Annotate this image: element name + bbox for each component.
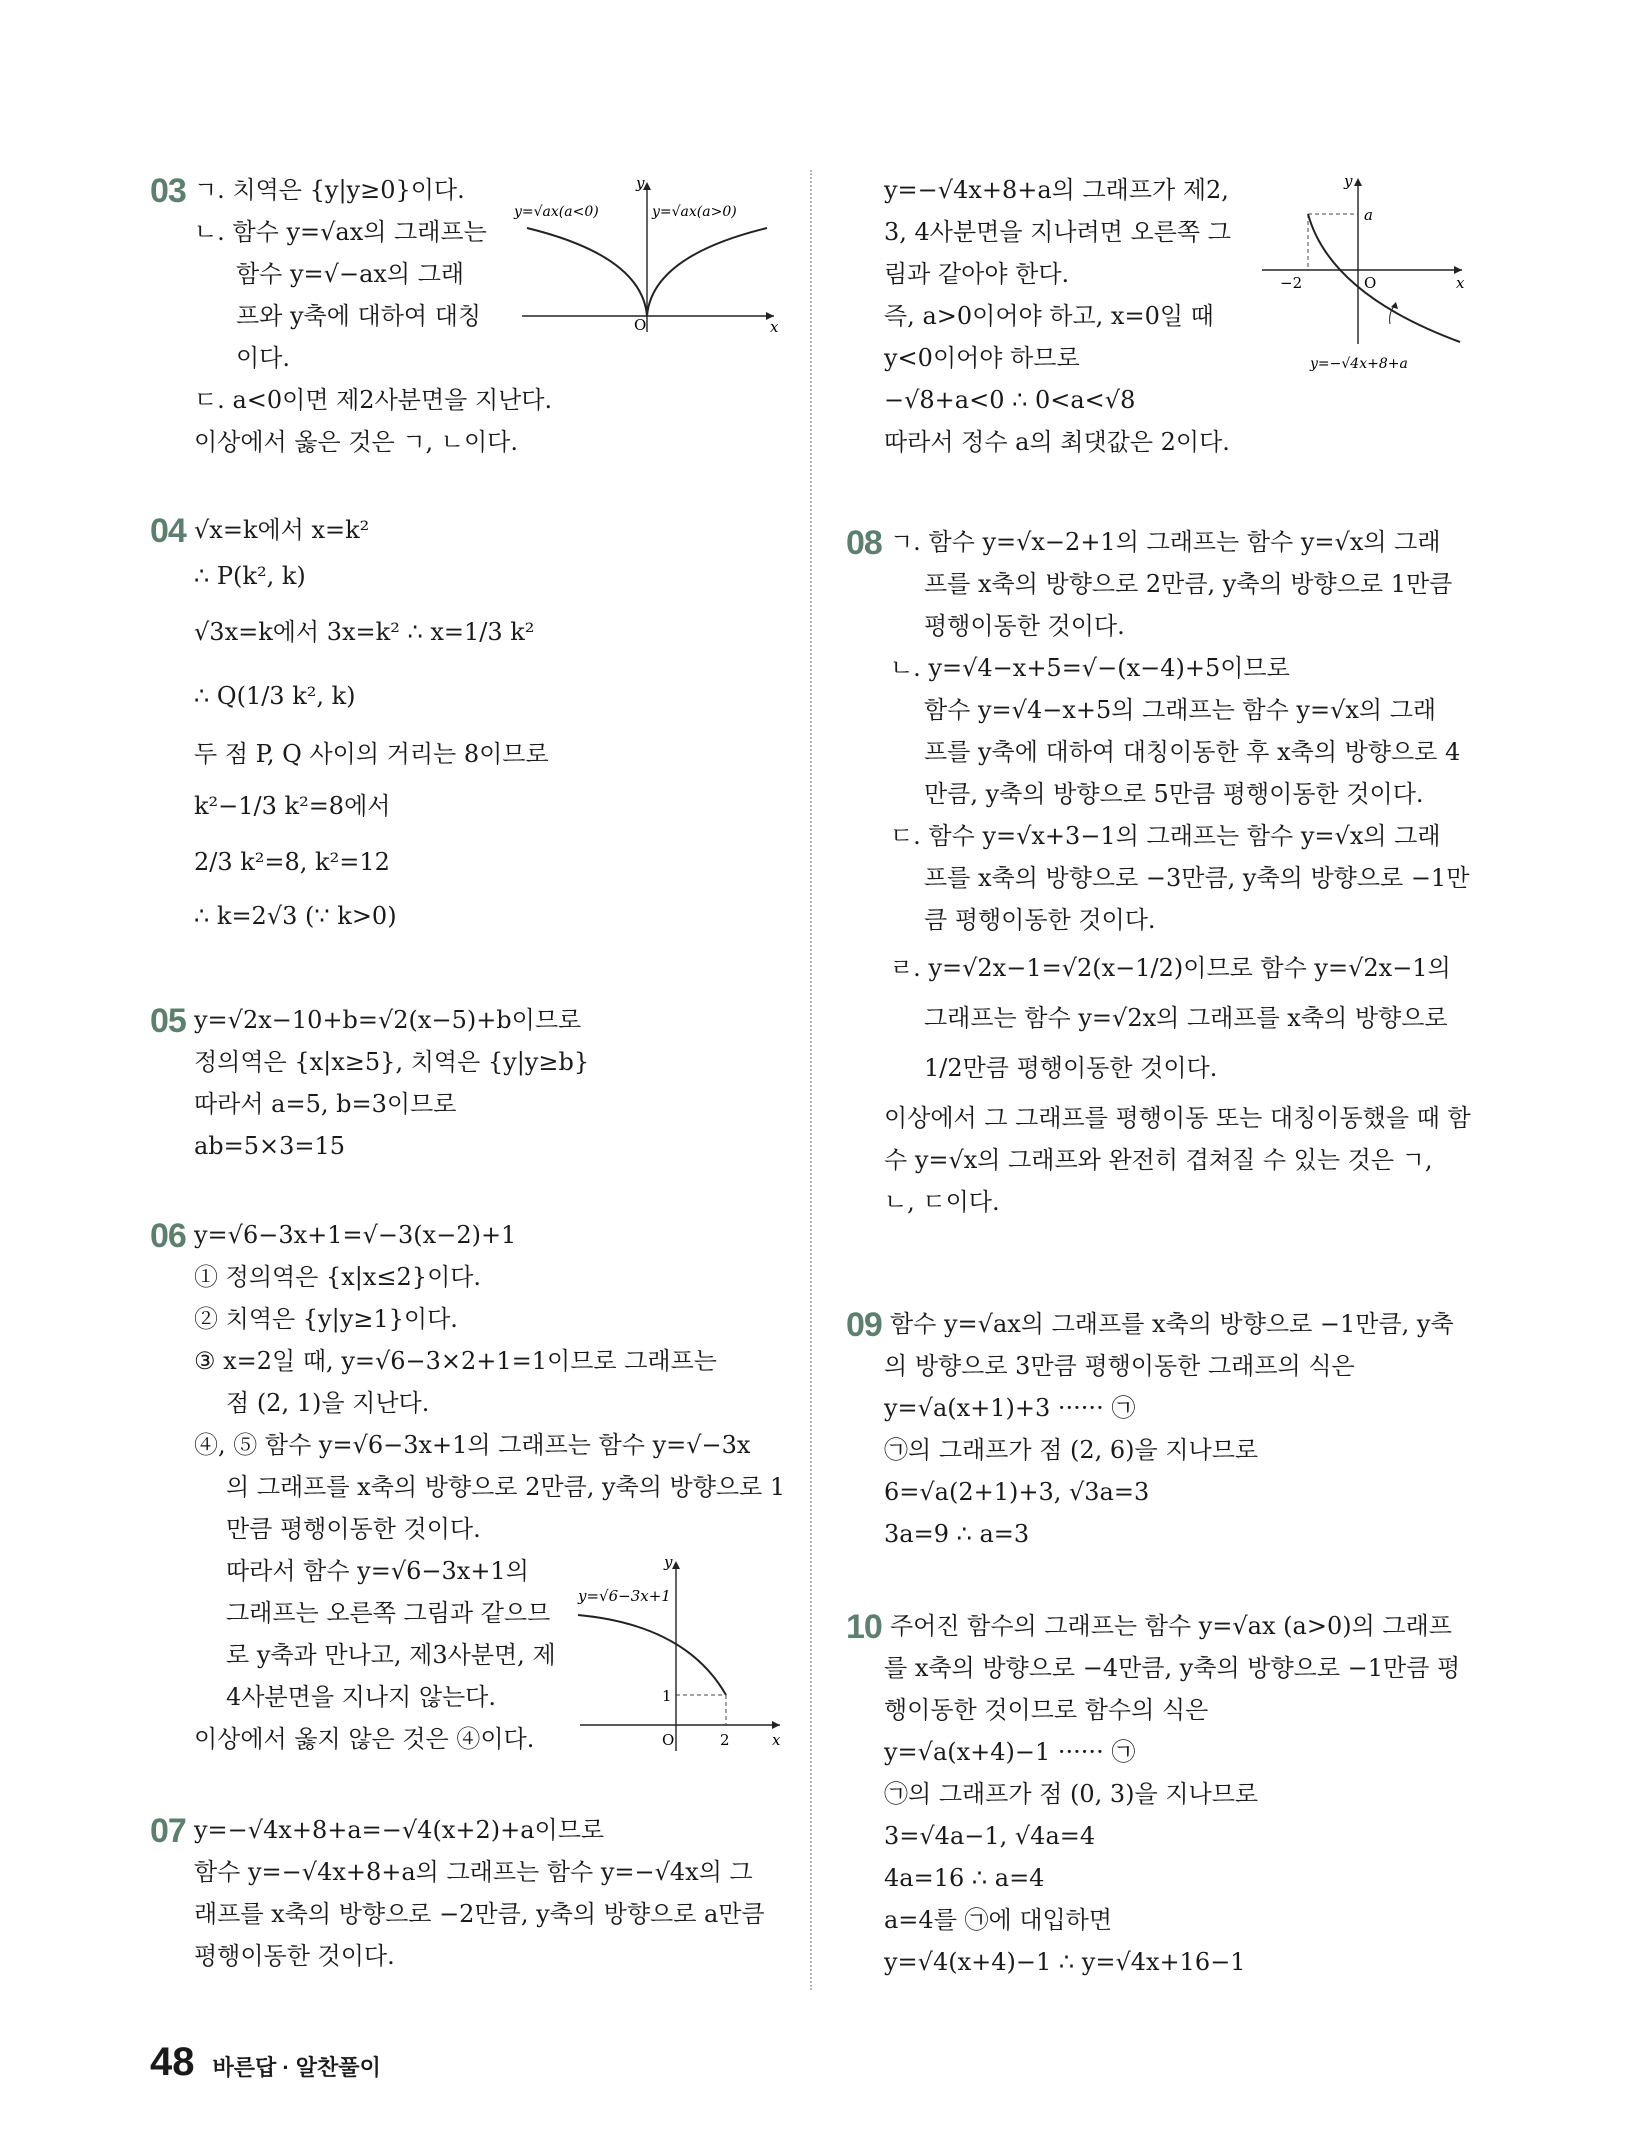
text-line: 3=√4a−1, √4a=4 — [884, 1822, 1096, 1850]
origin-label: O — [662, 1731, 675, 1749]
problem-number: 03 — [150, 172, 186, 210]
tick-x-label: 2 — [720, 1731, 730, 1749]
text-line: 만큼, y축의 방향으로 5만큼 평행이동한 것이다. — [924, 780, 1424, 808]
text-line: 프를 y축에 대하여 대칭이동한 후 x축의 방향으로 4 — [924, 738, 1461, 766]
origin-label: O — [634, 316, 647, 334]
text-line: 4a=16 ∴ a=4 — [884, 1864, 1045, 1892]
problem-number: 04 — [150, 512, 186, 550]
text-line: 따라서 함수 y=√6−3x+1의 — [226, 1557, 529, 1585]
text-line: 이다. — [236, 344, 290, 372]
text-line: ㄱ. 치역은 {y|y≥0}이다. — [194, 176, 465, 204]
origin-label: O — [1364, 274, 1377, 292]
text-line: 따라서 a=5, b=3이므로 — [194, 1090, 457, 1118]
text-line: 3a=9 ∴ a=3 — [884, 1520, 1030, 1548]
text-line: −√8+a<0 ∴ 0<a<√8 — [884, 386, 1136, 414]
text-line: ㉠의 그래프가 점 (0, 3)을 지나므로 — [884, 1780, 1259, 1808]
text-line: 행이동한 것이므로 함수의 식은 — [884, 1696, 1209, 1724]
text-line: 수 y=√x의 그래프와 완전히 겹쳐질 수 있는 것은 ㄱ, — [884, 1146, 1433, 1174]
text-line: 함수 y=−√4x+8+a의 그래프는 함수 y=−√4x의 그 — [194, 1858, 753, 1886]
text-line: √3x=k에서 3x=k² ∴ x=1/3 k² — [194, 618, 535, 646]
text-line: 정의역은 {x|x≥5}, 치역은 {y|y≥b} — [194, 1048, 590, 1076]
text-line: ① 정의역은 {x|x≤2}이다. — [194, 1263, 482, 1291]
text-line: 주어진 함수의 그래프는 함수 y=√ax (a>0)의 그래프 — [890, 1612, 1452, 1640]
y-axis-label: y — [664, 1553, 673, 1571]
page-number: 48 — [150, 2040, 195, 2084]
text-line: y=√a(x+1)+3 ······ ㉠ — [884, 1394, 1136, 1422]
text-line: 2/3 k²=8, k²=12 — [194, 848, 390, 876]
text-line: 이상에서 그 그래프를 평행이동 또는 대칭이동했을 때 함 — [884, 1104, 1471, 1132]
text-line: 그래프는 함수 y=√2x의 그래프를 x축의 방향으로 — [924, 1004, 1448, 1032]
text-line: ㉠의 그래프가 점 (2, 6)을 지나므로 — [884, 1436, 1259, 1464]
text-line: y=√4(x+4)−1 ∴ y=√4x+16−1 — [884, 1948, 1246, 1976]
text-line: 그래프는 오른쪽 그림과 같으므 — [226, 1599, 551, 1627]
text-line: 프를 x축의 방향으로 −3만큼, y축의 방향으로 −1만 — [924, 864, 1470, 892]
problem-number: 05 — [150, 1002, 186, 1040]
text-line: y=−√4x+8+a=−√4(x+2)+a이므로 — [194, 1816, 605, 1844]
text-line: ab=5×3=15 — [194, 1132, 346, 1160]
text-line: 로 y축과 만나고, 제3사분면, 제 — [226, 1641, 556, 1669]
curve-label: y=√6−3x+1 — [578, 1587, 671, 1605]
text-line: ③ x=2일 때, y=√6−3×2+1=1이므로 그래프는 — [194, 1347, 717, 1375]
x-axis-label: x — [770, 318, 779, 336]
sqrt-graph-figure-03 — [512, 176, 782, 336]
book-title: 바른답 · 알찬풀이 — [212, 2055, 381, 2080]
text-line: y=−√4x+8+a의 그래프가 제2, — [884, 176, 1229, 204]
text-line: ㄴ, ㄷ이다. — [884, 1188, 1000, 1216]
sqrt-graph-figure-06 — [576, 1555, 786, 1755]
text-line: 1/2만큼 평행이동한 것이다. — [924, 1054, 1218, 1082]
tick-y-label: 1 — [662, 1687, 672, 1705]
text-line: 큼 평행이동한 것이다. — [924, 906, 1156, 934]
text-line: 래프를 x축의 방향으로 −2만큼, y축의 방향으로 a만큼 — [194, 1900, 765, 1928]
tick-y-label: a — [1364, 206, 1373, 224]
text-line: y<0이어야 하므로 — [884, 344, 1080, 372]
text-line: 점 (2, 1)을 지난다. — [226, 1389, 430, 1417]
x-axis-label: x — [1456, 274, 1465, 292]
text-line: 이상에서 옳지 않은 것은 ④이다. — [194, 1725, 535, 1753]
page-footer — [150, 2040, 381, 2085]
text-line: 프와 y축에 대하여 대칭 — [236, 302, 482, 330]
text-line: ㄷ. 함수 y=√x+3−1의 그래프는 함수 y=√x의 그래 — [890, 822, 1441, 850]
text-line: 림과 같아야 한다. — [884, 260, 1070, 288]
text-line: 평행이동한 것이다. — [194, 1942, 395, 1970]
text-line: 따라서 정수 a의 최댓값은 2이다. — [884, 428, 1230, 456]
x-axis-label: x — [772, 1731, 781, 1749]
text-line: 만큼 평행이동한 것이다. — [226, 1515, 481, 1543]
text-line: ㄹ. y=√2x−1=√2(x−1/2)이므로 함수 y=√2x−1의 — [890, 954, 1451, 982]
text-line: a=4를 ㉠에 대입하면 — [884, 1906, 1113, 1934]
text-line: 를 x축의 방향으로 −4만큼, y축의 방향으로 −1만큼 평 — [884, 1654, 1461, 1682]
text-line: 평행이동한 것이다. — [924, 612, 1125, 640]
tick-x-label: −2 — [1280, 274, 1303, 292]
text-line: 프를 x축의 방향으로 2만큼, y축의 방향으로 1만큼 — [924, 570, 1453, 598]
sqrt-graph-figure-07 — [1260, 174, 1470, 374]
text-line: y=√2x−10+b=√2(x−5)+b이므로 — [194, 1006, 582, 1034]
y-axis-label: y — [1344, 172, 1353, 190]
text-line: k²−1/3 k²=8에서 — [194, 792, 391, 820]
problem-number: 06 — [150, 1217, 186, 1255]
text-line: ㄱ. 함수 y=√x−2+1의 그래프는 함수 y=√x의 그래 — [890, 528, 1441, 556]
problem-number: 10 — [846, 1608, 882, 1646]
text-line: 3, 4사분면을 지나려면 오른쪽 그 — [884, 218, 1231, 246]
text-line: 즉, a>0이어야 하고, x=0일 때 — [884, 302, 1214, 330]
text-line: ∴ P(k², k) — [194, 562, 306, 590]
text-line: y=√a(x+4)−1 ······ ㉠ — [884, 1738, 1136, 1766]
problem-number: 09 — [846, 1306, 882, 1344]
text-line: ㄷ. a<0이면 제2사분면을 지난다. — [194, 386, 553, 414]
text-line: 함수 y=√ax의 그래프를 x축의 방향으로 −1만큼, y축 — [890, 1310, 1454, 1338]
text-line: 두 점 P, Q 사이의 거리는 8이므로 — [194, 740, 549, 768]
text-line: ② 치역은 {y|y≥1}이다. — [194, 1305, 458, 1333]
text-line: 의 그래프를 x축의 방향으로 2만큼, y축의 방향으로 1 — [226, 1473, 786, 1501]
text-line: y=√6−3x+1=√−3(x−2)+1 — [194, 1221, 517, 1249]
text-line: √x=k에서 x=k² — [194, 516, 370, 544]
text-line: 6=√a(2+1)+3, √3a=3 — [884, 1478, 1150, 1506]
problem-number: 07 — [150, 1812, 186, 1850]
text-line: ㄴ. y=√4−x+5=√−(x−4)+5이므로 — [890, 654, 1290, 682]
curve-label-right: y=√ax(a>0) — [652, 204, 737, 220]
text-line: ④, ⑤ 함수 y=√6−3x+1의 그래프는 함수 y=√−3x — [194, 1431, 751, 1459]
text-line: ㄴ. 함수 y=√ax의 그래프는 — [194, 218, 487, 246]
curve-label: y=−√4x+8+a — [1310, 356, 1408, 372]
text-line: 함수 y=√−ax의 그래 — [236, 260, 465, 288]
text-line: ∴ Q(1/3 k², k) — [194, 682, 356, 710]
y-axis-label: y — [636, 174, 645, 192]
text-line: 의 방향으로 3만큼 평행이동한 그래프의 식은 — [884, 1352, 1355, 1380]
problem-number: 08 — [846, 524, 882, 562]
column-divider — [810, 170, 812, 1990]
text-line: ∴ k=2√3 (∵ k>0) — [194, 902, 397, 930]
text-line: 4사분면을 지나지 않는다. — [226, 1683, 496, 1711]
curve-label-left: y=√ax(a<0) — [514, 204, 599, 220]
text-line: 이상에서 옳은 것은 ㄱ, ㄴ이다. — [194, 428, 518, 456]
text-line: 함수 y=√4−x+5의 그래프는 함수 y=√x의 그래 — [924, 696, 1437, 724]
